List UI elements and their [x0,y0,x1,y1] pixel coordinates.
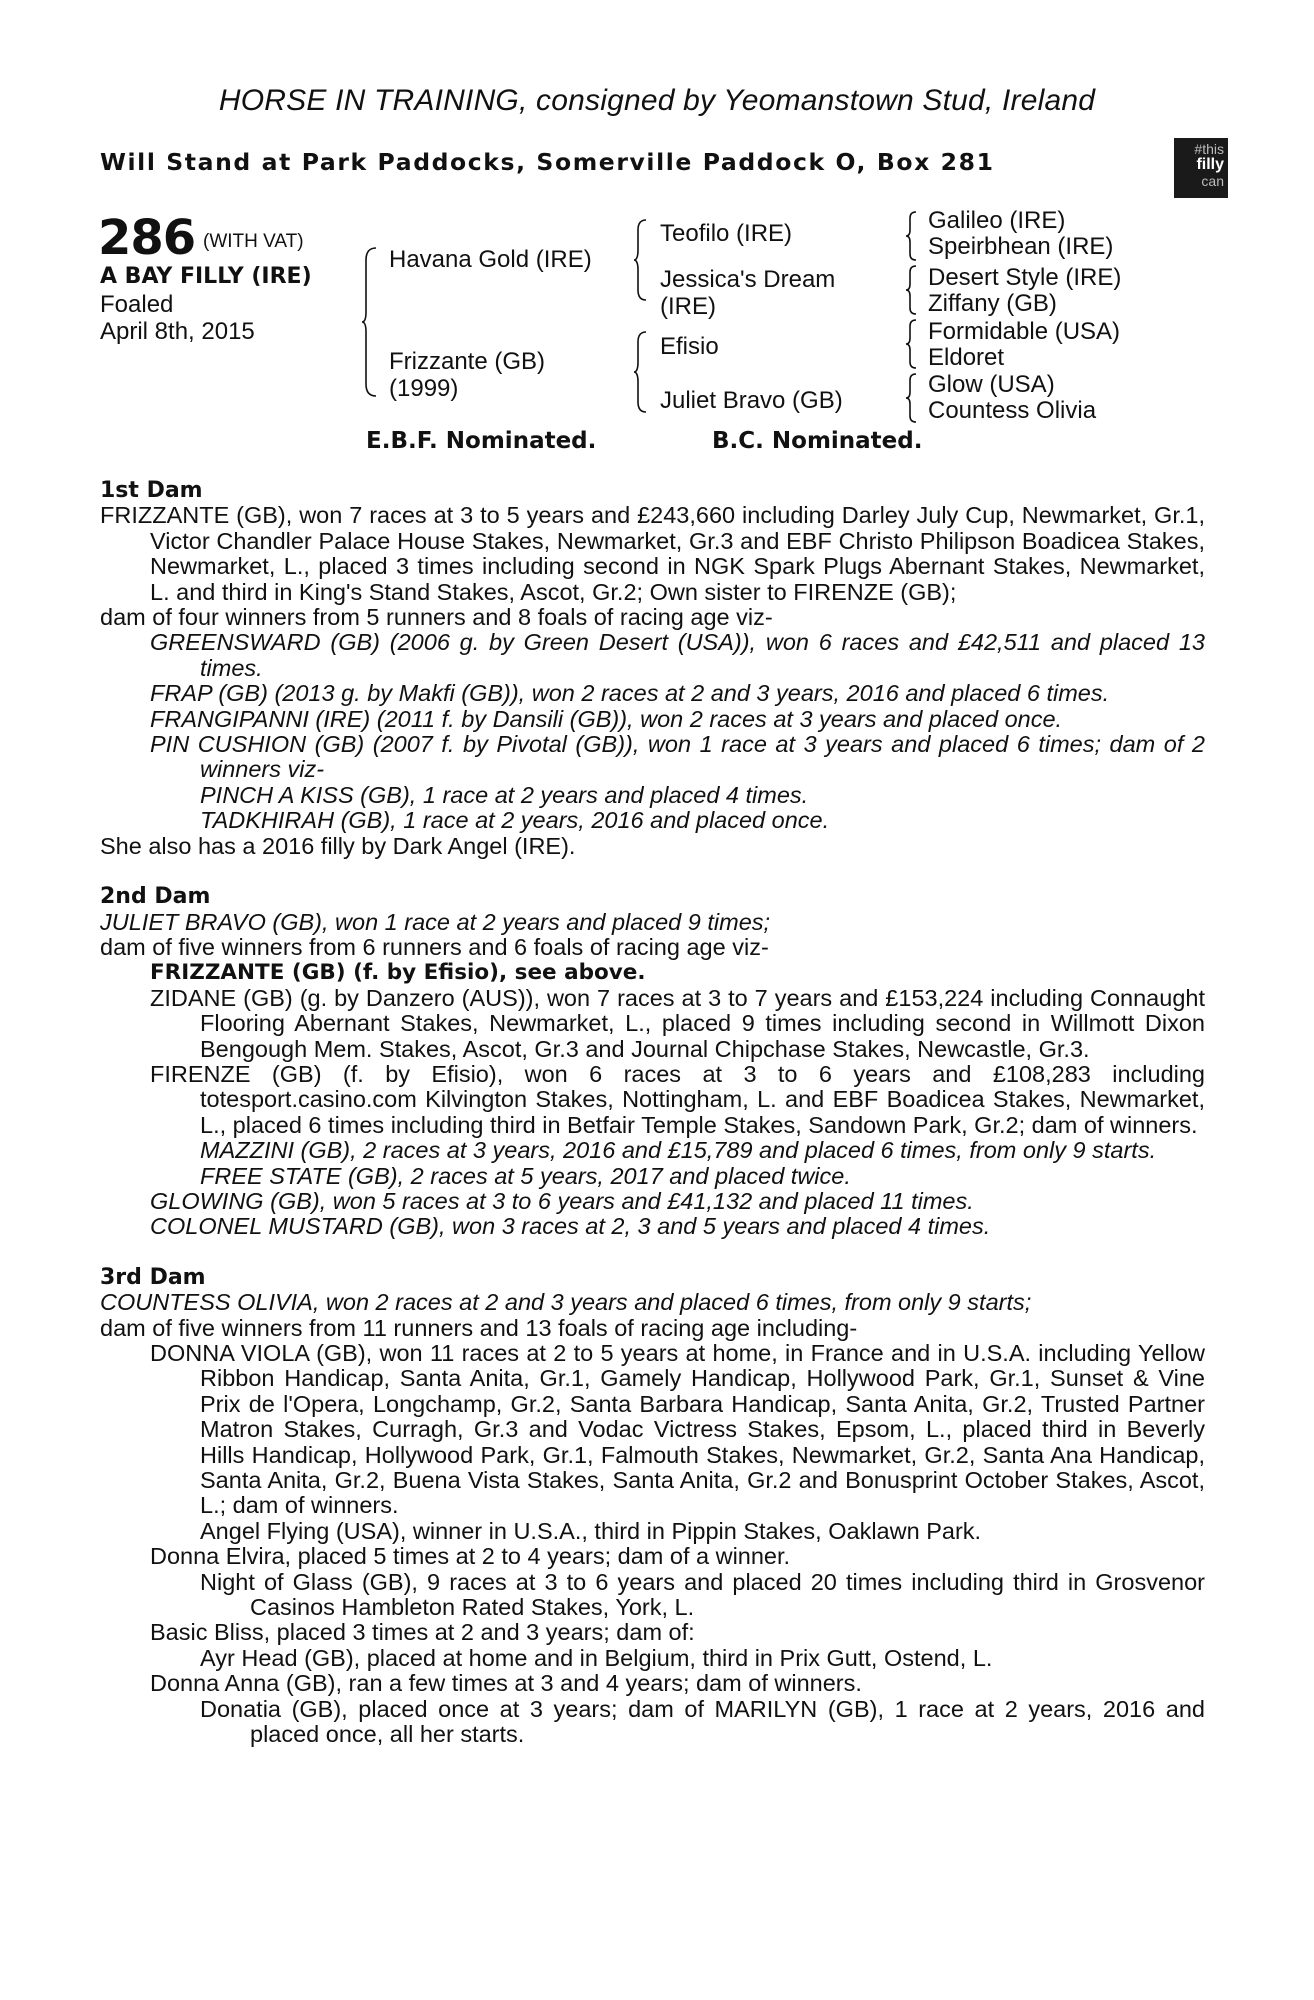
dam-details [100,478,1205,1748]
pedigree-brace [634,218,650,302]
grand-sire: Desert Style (IRE) [928,264,1122,291]
produce-entry: FRAP (GB) (2013 g. by Makfi (GB)), won 2 races at 2 and 3 years, 2016 and placed 6 times. [150,680,1110,707]
grand-produce-entry: Ayr Head (GB), placed at home and in Belgium, third in Prix Gutt, Ostend, L. [200,1644,993,1671]
grand-produce-entry: Donatia (GB), placed once at 3 years; dam of MARILYN (GB), 1 race at 2 years, 2016 and placed once, all her starts. [200,1695,1205,1748]
ebf-nomination: E.B.F. Nominated. [366,428,597,454]
grand-produce-entry: PINCH A KISS (GB), 1 race at 2 years and placed 4 times. [200,781,809,808]
produce-entry: DONNA VIOLA (GB), won 11 races at 2 to 5 years at home, in France and in U.S.A. including Yellow Ribbon Handicap, Santa Anita, Gr.1, Gamely Handicap, Hollywood Park, Gr.1, Sunset & Vine Prix de l'Opera, Longchamp, Gr.2, Santa Barbara Handicap, Santa Anita, Gr.2, Trusted Partner Matron Stakes, Curragh, Gr.3 and Vodac Victress Stakes, Epsom, L., placed third in Beverly Hills Handicap, Hollywood Park, Gr.1, Falmouth Stakes, Newmarket, Gr.2, Santa Ana Handicap, Santa Anita, Gr.2, Buena Vista Stakes, Santa Anita, Gr.2 and Bonusprint October Stakes, Ascot, L.; dam of winners. [150,1340,1205,1519]
page-title: HORSE IN TRAINING, consigned by Yeomanstown Stud, Ireland [218,84,1096,117]
grand-sire: Formidable (USA) [928,318,1121,345]
sire-sire: Teofilo (IRE) [660,220,793,247]
lot-name: A BAY FILLY (IRE) [100,264,312,289]
second-dam-summary: JULIET BRAVO (GB), won 1 race at 2 years and placed 9 times; [100,908,771,935]
first-dam-closing: She also has a 2016 filly by Dark Angel (IRE). [100,832,576,859]
first-dam-heading: 1st Dam [100,478,203,503]
produce-entry: GREENSWARD (GB) (2006 g. by Green Desert (USA)), won 6 races and £42,511 and placed 13 times. [150,629,1205,681]
produce-entry: FRANGIPANNI (IRE) (2011 f. by Dansili (GB)), won 2 races at 3 years and placed once. [150,705,1063,732]
grand-dam: Ziffany (GB) [928,290,1057,317]
grand-sire: Glow (USA) [928,371,1055,398]
grand-sire: Galileo (IRE) [928,207,1066,234]
produce-entry: Donna Elvira, placed 5 times at 2 to 4 years; dam of a winner. [150,1543,791,1570]
dam-dam: Juliet Bravo (GB) [660,387,843,414]
third-dam-heading: 3rd Dam [100,1264,206,1290]
grand-produce-entry: MAZZINI (GB), 2 races at 3 years, 2016 and £15,789 and placed 6 times, from only 9 starts. [200,1137,1157,1164]
pedigree-brace [906,372,920,424]
third-dam-summary: COUNTESS OLIVIA, won 2 races at 2 and 3 years and placed 6 times, from only 9 starts; [100,1289,1032,1316]
dam-sire: Efisio [660,333,719,360]
second-dam-heading: 2nd Dam [100,884,211,910]
produce-entry: Donna Anna (GB), ran a few times at 3 and 4 years; dam of winners. [150,1670,862,1697]
badge-line: filly [1196,156,1224,173]
grand-produce-entry: Night of Glass (GB), 9 races at 3 to 6 years and placed 20 times including third in Grosvenor Casinos Hambleton Rated Stakes, York, L. [200,1568,1205,1621]
foaled-label: Foaled [100,291,174,318]
bc-nomination: B.C. Nominated. [712,428,923,454]
badge-line: can [1201,173,1224,189]
produce-entry: FIRENZE (GB) (f. by Efisio), won 6 races at 3 to 6 years and £108,283 including totesport.casino.com Kilvington Stakes, Nottingham, L. and EBF Boadicea Stakes, Newmarket, L., placed 6 times including third in Betfair Temple Stakes, Sandown Park, Gr.2; dam of winners. [150,1060,1205,1138]
this-filly-can-logo [1174,138,1228,198]
second-dam-produce-intro: dam of five winners from 6 runners and 6 foals of racing age viz- [100,933,769,960]
vat-note: (WITH VAT) [203,231,304,252]
pedigree-brace [362,246,380,398]
produce-entry: COLONEL MUSTARD (GB), won 3 races at 2, 3 and 5 years and placed 4 times. [150,1213,991,1240]
grand-produce-entry: FREE STATE (GB), 2 races at 5 years, 2017 and placed twice. [200,1162,851,1189]
produce-entry: ZIDANE (GB) (g. by Danzero (AUS)), won 7 races at 3 to 7 years and £153,224 including Connaught Flooring Abernant Stakes, Newmarket, L., placed 9 times including second in Willmott Dixon Bengough Mem. Stakes, Ascot, Gr.3 and Journal Chipchase Stakes, Newcastle, Gr.3. [150,984,1205,1062]
pedigree-brace [906,318,920,370]
sire-dam-country: (IRE) [660,293,716,320]
grand-produce-entry: Angel Flying (USA), winner in U.S.A., third in Pippin Stakes, Oaklawn Park. [200,1517,982,1544]
dam-name: Frizzante (GB) [389,348,546,375]
produce-entry: FRIZZANTE (GB) (f. by Efisio), see above. [150,960,646,986]
grand-dam: Speirbhean (IRE) [928,233,1114,260]
stand-location: Will Stand at Park Paddocks, Somerville Paddock O, Box 281 [100,148,995,176]
produce-entry: PIN CUSHION (GB) (2007 f. by Pivotal (GB)), won 1 race at 3 years and placed 6 times; dam of 2 winners viz- [150,731,1205,783]
grand-dam: Countess Olivia [928,397,1097,424]
pedigree-brace [906,210,920,262]
dam-year: (1999) [389,375,459,402]
third-dam-produce-intro: dam of five winners from 11 runners and 13 foals of racing age including- [100,1314,858,1341]
pedigree-brace [906,264,920,316]
pedigree-brace [634,330,650,414]
grand-produce-entry: TADKHIRAH (GB), 1 race at 2 years, 2016 and placed once. [200,807,830,834]
grand-dam: Eldoret [928,344,1005,371]
lot-number: 286 [98,210,196,266]
produce-entry: GLOWING (GB), won 5 races at 3 to 6 years and £41,132 and placed 11 times. [150,1187,974,1214]
badge-line: #this [1194,141,1224,157]
first-dam-produce-intro: dam of four winners from 5 runners and 8 foals of racing age viz- [100,604,773,631]
produce-entry: Basic Bliss, placed 3 times at 2 and 3 years; dam of: [150,1619,695,1646]
sire: Havana Gold (IRE) [389,246,592,273]
foaled-date: April 8th, 2015 [100,318,255,345]
first-dam-summary: FRIZZANTE (GB), won 7 races at 3 to 5 years and £243,660 including Darley July Cup, Newmarket, Gr.1, Victor Chandler Palace House Stakes, Newmarket, Gr.3 and EBF Christo Philipson Boadicea Stakes, Newmarket, L., placed 3 times including second in NGK Spark Plugs Abernant Stakes, Newmarket, L. and third in King's Stand Stakes, Ascot, Gr.2; Own sister to FIRENZE (GB); [100,502,1205,605]
sire-dam: Jessica's Dream [660,266,836,293]
